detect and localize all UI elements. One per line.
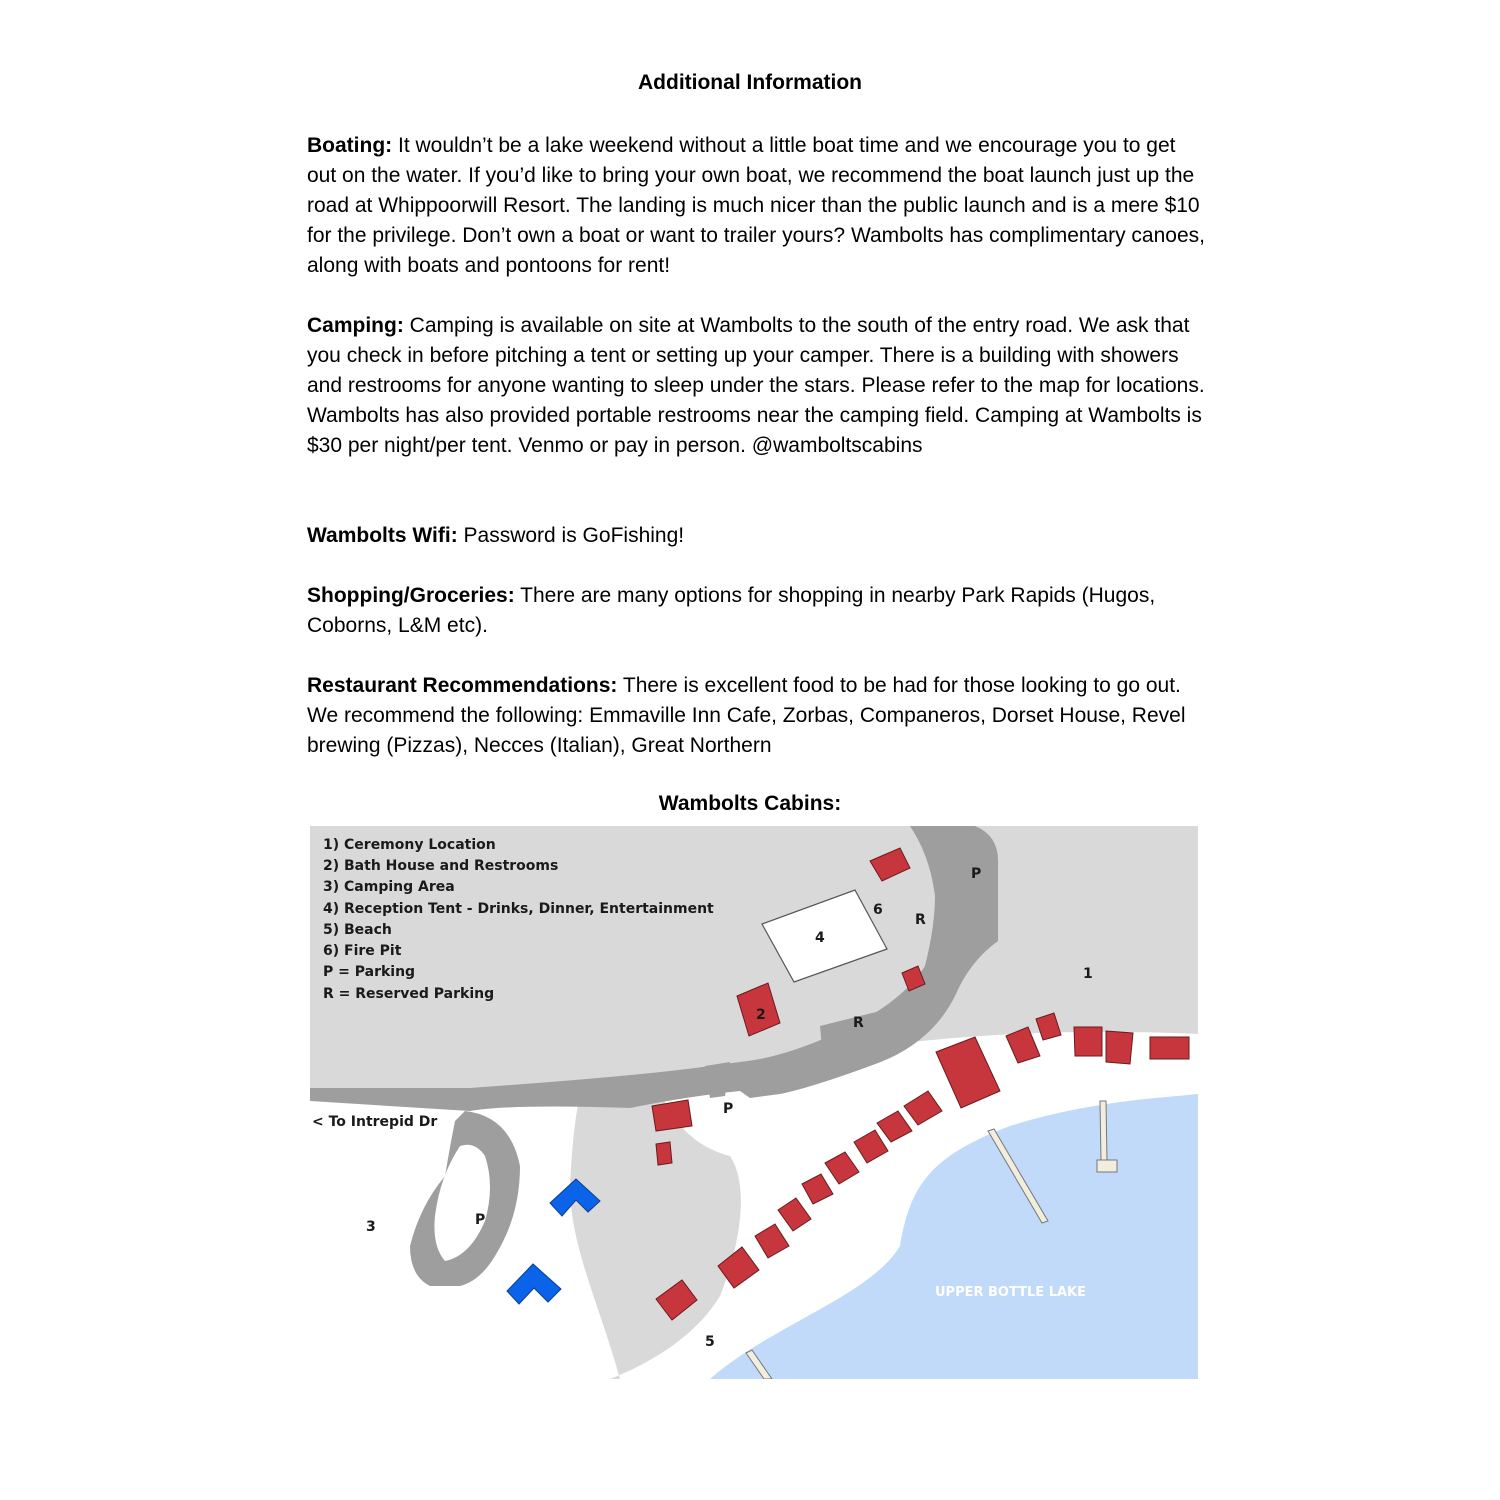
legend-item: P = Parking bbox=[323, 964, 416, 980]
cabin bbox=[1106, 1031, 1133, 1064]
lake-label: UPPER BOTTLE LAKE bbox=[935, 1285, 1087, 1300]
label-fire-pit: 6 bbox=[873, 902, 883, 918]
legend-item: R = Reserved Parking bbox=[323, 986, 495, 1002]
camping-paragraph bbox=[307, 311, 1207, 461]
label-parking: P bbox=[971, 866, 982, 882]
shopping-heading: Shopping/Groceries: bbox=[307, 584, 515, 607]
shopping-paragraph bbox=[307, 581, 1207, 641]
wifi-heading: Wambolts Wifi: bbox=[307, 524, 458, 547]
label-camping-area: 3 bbox=[366, 1219, 376, 1235]
label-ceremony: 1 bbox=[1083, 966, 1093, 982]
legend-item: 5) Beach bbox=[323, 922, 392, 938]
wifi-text: Password is GoFishing! bbox=[457, 524, 685, 547]
dock bbox=[1100, 1101, 1107, 1161]
boating-paragraph bbox=[307, 131, 1207, 281]
dock-end bbox=[1097, 1160, 1117, 1172]
restaurant-text: There is excellent food to be had for those looking to go out. We recommend the following: Emmaville Inn Cafe, Zorbas, Companeros, Dorset House, Revel brewing (Pizzas), Necces (Italian), Great Northern bbox=[307, 674, 1186, 757]
cabin bbox=[1150, 1037, 1189, 1059]
site-map-svg bbox=[310, 826, 1198, 1379]
boating-text: It wouldn’t be a lake weekend without a little boat time and we encourage you to get out on the water. If you’d like to bring your own boat, we recommend the boat launch just up the road at Whippoorwill Resort. The landing is much nicer than the public launch and is a mere $10 for the privilege. Don’t own a boat or want to trailer yours? Wambolts has complimentary canoes, along with boats and pontoons for rent! bbox=[307, 134, 1205, 277]
camping-heading: Camping: bbox=[307, 314, 404, 337]
page-title: Additional Information bbox=[638, 71, 862, 94]
legend-item: 1) Ceremony Location bbox=[323, 837, 496, 853]
label-reserved: R bbox=[915, 912, 926, 928]
restaurant-paragraph bbox=[307, 671, 1207, 761]
shopping-text: There are many options for shopping in nearby Park Rapids (Hugos, Coborns, L&M etc). bbox=[307, 584, 1156, 637]
label-reception-tent: 4 bbox=[815, 930, 825, 946]
road-direction-label: < To Intrepid Dr bbox=[312, 1114, 438, 1130]
legend-item: 4) Reception Tent - Drinks, Dinner, Entertainment bbox=[323, 901, 714, 917]
cabin bbox=[652, 1100, 692, 1131]
label-bath-house: 2 bbox=[756, 1007, 766, 1023]
legend-item: 3) Camping Area bbox=[323, 879, 455, 895]
label-parking: P bbox=[475, 1212, 486, 1228]
cabin bbox=[1074, 1027, 1102, 1056]
camping-text: Camping is available on site at Wambolts to the south of the entry road. We ask that you check in before pitching a tent or setting up your camper. There is a building with showers and restrooms for anyone wanting to sleep under the stars. Please refer to the map for locations. Wambolts has also provided portable restrooms near the camping field. Camping at Wambolts is $30 per night/per tent. Venmo or pay in person. @wamboltscabins bbox=[307, 314, 1205, 457]
cabin bbox=[656, 1142, 672, 1165]
wifi-paragraph bbox=[307, 521, 1207, 551]
site-map bbox=[310, 826, 1198, 1379]
label-beach: 5 bbox=[705, 1334, 715, 1350]
boating-heading: Boating: bbox=[307, 134, 393, 157]
legend-item: 2) Bath House and Restrooms bbox=[323, 858, 559, 874]
label-parking: P bbox=[723, 1101, 734, 1117]
label-reserved: R bbox=[853, 1015, 864, 1031]
legend-item: 6) Fire Pit bbox=[323, 943, 402, 959]
restaurant-heading: Restaurant Recommendations: bbox=[307, 674, 618, 697]
map-title: Wambolts Cabins: bbox=[658, 792, 842, 815]
